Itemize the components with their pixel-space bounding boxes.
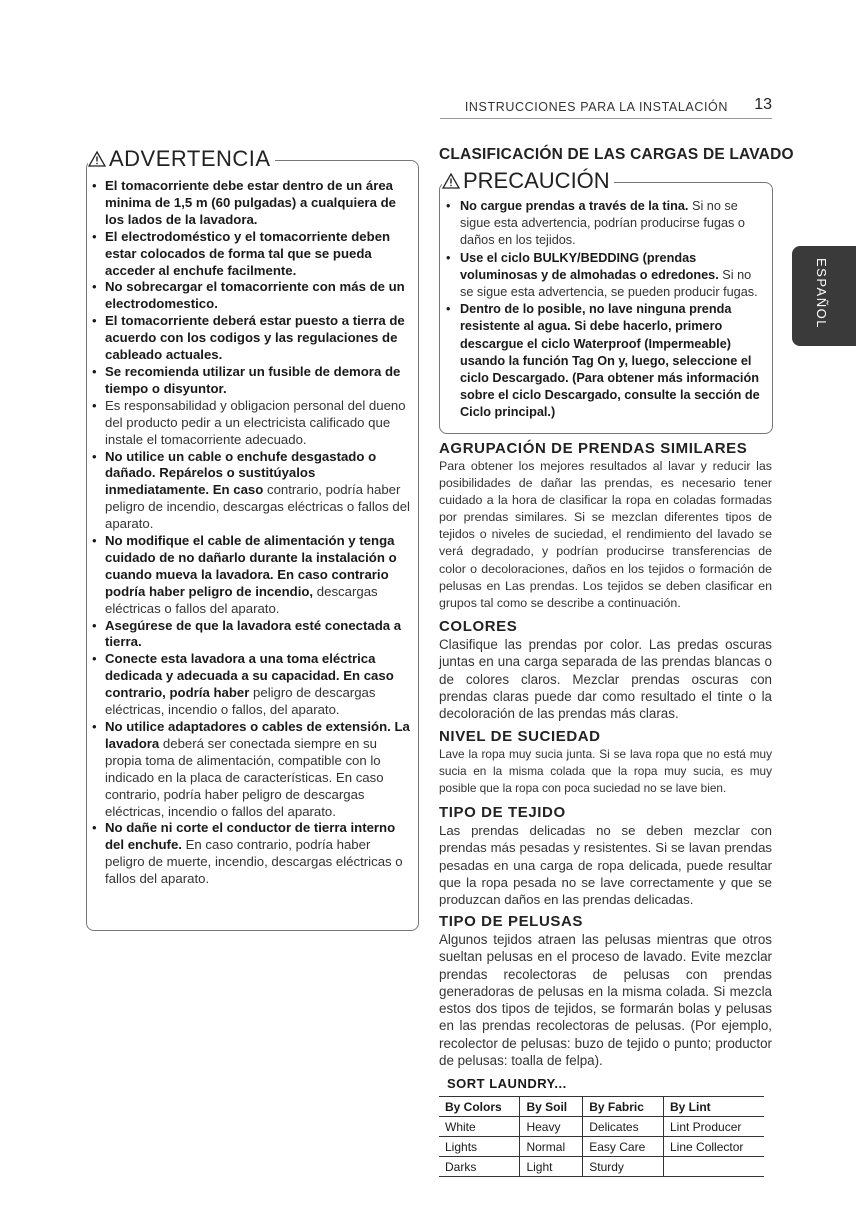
caution-title-text: PRECAUCIÓN: [463, 168, 610, 193]
warning-triangle-icon: [442, 173, 460, 189]
warning-item: • El tomacorriente debe estar dentro de un área minima de 1,5 m (60 pulgadas) a cualquiera de los lados de la lavadora.: [92, 178, 410, 229]
caution-title: [442, 168, 614, 194]
table-cell: Easy Care: [583, 1137, 664, 1157]
warning-item: • No modifique el cable de alimentación y tenga cuidado de no dañarlo durante la instalación o cuando mueva la lavadora. En caso contrario podría haber peligro de incendio, descargas eléctricas o fallos del aparato.: [92, 533, 410, 618]
section-heading-fabric: TIPO DE TEJIDO: [439, 804, 566, 821]
header-title: INSTRUCCIONES PARA LA INSTALACIÓN: [464, 100, 728, 114]
table-cell: Heavy: [520, 1117, 583, 1137]
table-cell: Delicates: [583, 1117, 664, 1137]
sort-table-title: SORT LAUNDRY...: [447, 1076, 567, 1091]
warning-item: • Conecte esta lavadora a una toma eléctrica dedicada y adecuada a su capacidad. En caso contrario, podría haber peligro de descargas eléctricas, incendio o fallos, del aparato.: [92, 651, 410, 719]
table-header-row: [439, 1097, 764, 1117]
table-row: [439, 1157, 764, 1177]
section-title: CLASIFICACIÓN DE LAS CARGAS DE LAVADO: [439, 146, 794, 163]
warning-title-text: ADVERTENCIA: [109, 146, 271, 171]
table-cell: Line Collector: [664, 1137, 765, 1157]
table-cell: White: [445, 1119, 476, 1134]
table-cell: Normal: [520, 1137, 583, 1157]
table-header-cell: By Lint: [664, 1097, 765, 1117]
warning-title: [88, 146, 275, 172]
section-heading-colors: COLORES: [439, 618, 518, 635]
table-cell: Lights: [445, 1139, 478, 1154]
caution-list: [446, 198, 768, 422]
warning-item: • No sobrecargar el tomacorriente con más de un electrodomestico.: [92, 279, 410, 313]
caution-item: • Use el ciclo BULKY/BEDDING (prendas voluminosas y de almohadas o edredones. Si no se sigue esta advertencia, se pueden producir fugas.: [446, 250, 768, 302]
section-text-soil: Lave la ropa muy sucia junta. Si se lava ropa que no está muy sucia en la misma colada que la ropa muy sucia, es muy posible que la ropa con poca suciedad no se lave bien.: [439, 747, 772, 795]
section-text-grouping: Para obtener los mejores resultados al lavar y reducir las posibilidades de dañar las prendas, es necesario tener cuidado a la hora de clasificar la ropa en coladas formadas por prendas similares. Si se mezclan diferentes tipos de tejidos o niveles de suciedad, el rendimiento del lavado se verá degradado, y podrían producirse transferencias de color o decoloraciones, daños en los tejidos o formación de pelusas en Las prendas. Los tejidos se deben clasificar en grupos tal como se describe a continuación.: [439, 459, 772, 610]
page-header: [440, 96, 772, 119]
table-header-cell: By Soil: [520, 1097, 583, 1117]
table-cell: Darks: [445, 1159, 477, 1174]
warning-item: • El electrodoméstico y el tomacorriente deben estar colocados de forma tal que se pueda acceder al enchufe facilmente.: [92, 229, 410, 280]
warning-item: • No dañe ni corte el conductor de tierra interno del enchufe. En caso contrario, podría haber peligro de muerte, incendio, descargas eléctricas o fallos del aparato.: [92, 820, 410, 888]
warning-triangle-icon: [88, 151, 106, 167]
table-cell: Light: [520, 1157, 583, 1177]
sort-laundry-table: [439, 1096, 764, 1177]
page-number: 13: [754, 96, 772, 113]
table-header-cell: By Fabric: [583, 1097, 664, 1117]
table-header-cell: By Colors: [445, 1099, 502, 1114]
section-heading-lint: TIPO DE PELUSAS: [439, 913, 584, 930]
section-heading-soil: NIVEL DE SUCIEDAD: [439, 728, 601, 745]
warning-item: • No utilice adaptadores o cables de extensión. La lavadora deberá ser conectada siempre en su propia toma de alimentación, compatible con lo indicado en la placa de características. En caso contrario, podría haber peligro de descargas eléctricas, incendio o fallos del aparato.: [92, 719, 410, 820]
table-cell: Sturdy: [583, 1157, 664, 1177]
section-text-colors: Clasifique las prendas por color. Las predas oscuras juntas en una carga separada de las prendas blancas o de colores claros. Mezclar prendas oscuras con prendas claras puede dar como resultado el tinte o la decoloración de las prendas más claras.: [439, 637, 772, 722]
section-text-fabric: Las prendas delicadas no se deben mezclar con prendas más pesadas y resistentes. Si se lavan prendas pesadas en una carga de ropa delicada, puede resultar que la ropa pesada no se lave correctamente y que se produzcan daños en las prendas delicadas.: [439, 823, 772, 908]
caution-item: • Dentro de lo posible, no lave ninguna prenda resistente al agua. Si debe hacerlo, primero descargue el ciclo Waterproof (Impermeable) usando la función Tag On y, luego, seleccione el ciclo Descargado. (Para obtener más información sobre el ciclo Descargado, consulte la sección de Ciclo principal.): [446, 301, 768, 421]
table-row: [439, 1137, 764, 1157]
warning-item: • Se recomienda utilizar un fusible de demora de tiempo o disyuntor.: [92, 364, 410, 398]
table-cell: [664, 1157, 765, 1177]
warning-list: [92, 178, 410, 888]
language-tab-label: ESPAÑOL: [814, 258, 829, 329]
warning-item: • Es responsabilidad y obligacion personal del dueno del producto pedir a un electricista calificado que instale el tomacorriente adecuado.: [92, 398, 410, 449]
table-cell: Lint Producer: [664, 1117, 765, 1137]
warning-item: • El tomacorriente deberá estar puesto a tierra de acuerdo con los codigos y las regulaciones de cableado actuales.: [92, 313, 410, 364]
table-row: [439, 1117, 764, 1137]
caution-item: • No cargue prendas a través de la tina. Si no se sigue esta advertencia, podrían producirse fugas o daños en los tejidos.: [446, 198, 768, 250]
language-tab: [792, 246, 856, 346]
section-text-lint: Algunos tejidos atraen las pelusas mientras que otros sueltan pelusas en el proceso de lavado. Evite mezclar prendas recolectoras de pelusas con prendas generadoras de pelusas en la misma colada. Si mezcla estos dos tipos de tejidos, se formarán bolas y pelusas en las prendas recolectoras de pelusas. (Por ejemplo, recolector de pelusas: buzo de tejido o punto; productor de pelusas: toalla de felpa).: [439, 932, 772, 1069]
warning-item: • No utilice un cable o enchufe desgastado o dañado. Repárelos o sustitúyalos inmediatamente. En caso contrario, podría haber peligro de incendio, descargas eléctricas o fallos del aparato.: [92, 449, 410, 534]
section-heading-grouping: AGRUPACIÓN DE PRENDAS SIMILARES: [439, 440, 748, 457]
warning-item: • Asegúrese de que la lavadora esté conectada a tierra.: [92, 618, 410, 652]
